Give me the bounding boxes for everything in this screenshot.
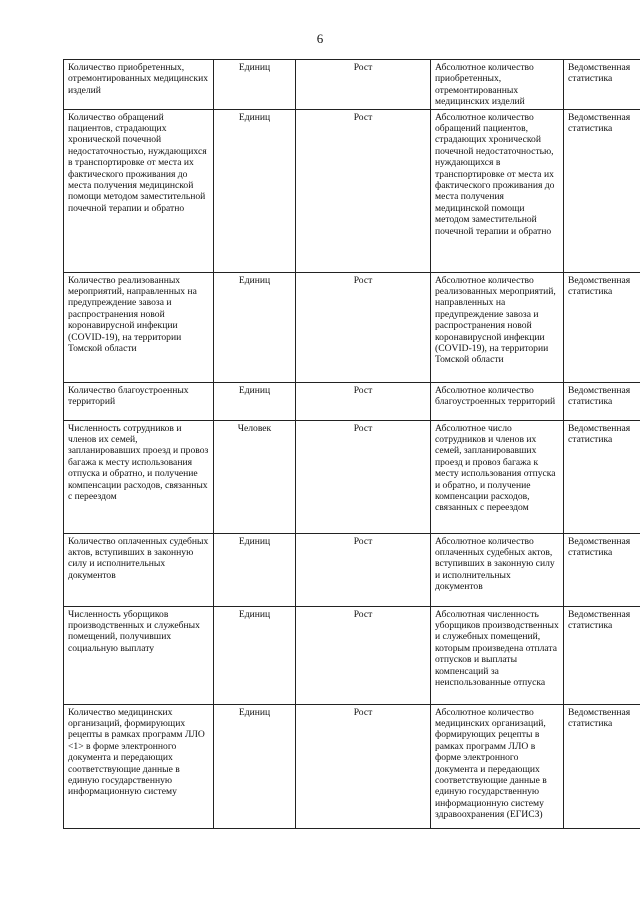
trend-cell bbox=[296, 533, 431, 606]
source: Ведомственная статистика bbox=[568, 274, 631, 298]
source-cell bbox=[564, 420, 640, 533]
unit: Единиц bbox=[238, 274, 271, 286]
unit-cell bbox=[214, 382, 296, 420]
indicator-name: Количество благоустроенных территорий bbox=[68, 384, 189, 408]
source: Ведомственная статистика bbox=[568, 111, 631, 135]
unit-cell bbox=[214, 272, 296, 382]
table-row bbox=[64, 382, 640, 420]
indicator-name: Количество обращений пациентов, страдающих хронической почечной недостаточностью, нуждающихся в транспортировке от места их фактического проживания до места получения медицинской помощи методом заместительной почечной терапии и обратно bbox=[68, 111, 207, 214]
trend-cell bbox=[296, 420, 431, 533]
definition: Абсолютное количество обращений пациентов, страдающих хронической почечной недостаточностью, нуждающихся в транспортировке от места их фактического проживания до места получения медицинской помощи методом заместительной почечной терапии и обратно bbox=[435, 111, 555, 237]
source: Ведомственная статистика bbox=[568, 608, 631, 632]
definition: Абсолютное количество реализованных мероприятий, направленных на предупреждение завоза и распространения новой коронавирусной инфекции (COVID-19), на территории Томской области bbox=[435, 274, 556, 366]
source-cell bbox=[564, 606, 640, 704]
definition: Абсолютная численность уборщиков производственных и служебных помещений, которым произведена отплата отпусков и выплаты компенсаций за неиспользованные отпуска bbox=[435, 608, 559, 689]
unit: Единиц bbox=[238, 384, 271, 396]
definition-cell bbox=[431, 272, 564, 382]
trend-cell bbox=[296, 704, 431, 828]
trend: Рост bbox=[353, 422, 373, 434]
indicator-name-cell bbox=[64, 704, 214, 828]
unit-cell bbox=[214, 704, 296, 828]
unit-cell bbox=[214, 60, 296, 110]
trend: Рост bbox=[353, 62, 373, 73]
indicator-name-cell bbox=[64, 60, 214, 110]
indicator-name-cell bbox=[64, 109, 214, 272]
unit-cell bbox=[214, 420, 296, 533]
trend: Рост bbox=[353, 535, 373, 547]
source-cell bbox=[564, 109, 640, 272]
indicator-name: Количество приобретенных, отремонтированных медицинских изделий bbox=[68, 62, 208, 96]
indicator-name-cell bbox=[64, 272, 214, 382]
definition-cell bbox=[431, 704, 564, 828]
definition-cell bbox=[431, 533, 564, 606]
trend-cell bbox=[296, 60, 431, 110]
source-cell bbox=[564, 60, 640, 110]
source-cell bbox=[564, 533, 640, 606]
definition: Абсолютное количество благоустроенных территорий bbox=[435, 384, 556, 408]
indicator-name: Численность сотрудников и членов их семей, запланировавших проезд и провоз багажа к месту использования отпуска и обратно, и получение компенсации расходов, связанных с переездом bbox=[68, 422, 209, 503]
trend: Рост bbox=[353, 384, 373, 396]
indicator-name-cell bbox=[64, 420, 214, 533]
source-cell bbox=[564, 272, 640, 382]
indicator-name: Количество оплаченных судебных актов, вступивших в законную силу и исполнительных документов bbox=[68, 535, 209, 581]
unit: Человек bbox=[237, 422, 272, 434]
definition-cell bbox=[431, 420, 564, 533]
unit-cell bbox=[214, 606, 296, 704]
indicator-name-cell bbox=[64, 533, 214, 606]
definition-cell bbox=[431, 382, 564, 420]
trend-cell bbox=[296, 606, 431, 704]
source: Ведомственная статистика bbox=[568, 535, 631, 559]
unit-cell bbox=[214, 109, 296, 272]
source: Ведомственная статистика bbox=[568, 62, 631, 85]
definition: Абсолютное количество медицинских организаций, формирующих рецепты в рамках программ ЛЛО в форме электронного документа и передающих соответствующие данные в единую государственную информационную систему здравоохранения (ЕГИСЗ) bbox=[435, 706, 547, 821]
source-cell bbox=[564, 704, 640, 828]
indicator-name: Количество реализованных мероприятий, направленных на предупреждение завоза и распространения новой коронавирусной инфекции (COVID-19), на территории Томской области bbox=[68, 274, 197, 355]
trend: Рост bbox=[353, 608, 373, 620]
trend-cell bbox=[296, 109, 431, 272]
table-row bbox=[64, 109, 640, 272]
indicator-name: Численность уборщиков производственных и служебных помещений, получивших социальную выплату bbox=[68, 608, 200, 654]
source: Ведомственная статистика bbox=[568, 384, 631, 408]
trend: Рост bbox=[353, 706, 373, 718]
unit: Единиц bbox=[238, 706, 271, 718]
trend-cell bbox=[296, 382, 431, 420]
table-row bbox=[64, 420, 640, 533]
table-row bbox=[64, 606, 640, 704]
definition-cell bbox=[431, 60, 564, 110]
definition-cell bbox=[431, 606, 564, 704]
table-row bbox=[64, 60, 640, 110]
definition: Абсолютное число сотрудников и членов их семей, запланировавших проезд и провоз багажа к месту использования отпуска и обратно, и получение компенсации расходов, связанных с переездом bbox=[435, 422, 556, 514]
trend-cell bbox=[296, 272, 431, 382]
definition: Абсолютное количество оплаченных судебных актов, вступивших в законную силу и исполнительных документов bbox=[435, 535, 555, 593]
source: Ведомственная статистика bbox=[568, 422, 631, 446]
unit-cell bbox=[214, 533, 296, 606]
table-row bbox=[64, 533, 640, 606]
trend: Рост bbox=[353, 274, 373, 286]
table-row bbox=[64, 272, 640, 382]
unit: Единиц bbox=[238, 608, 271, 620]
source: Ведомственная статистика bbox=[568, 706, 631, 730]
indicators-table bbox=[63, 59, 640, 829]
unit: Единиц bbox=[238, 535, 271, 547]
indicator-name-cell bbox=[64, 606, 214, 704]
table-row bbox=[64, 704, 640, 828]
unit: Единиц bbox=[238, 62, 271, 73]
unit: Единиц bbox=[238, 111, 271, 123]
page-number: 6 bbox=[316, 31, 324, 46]
source-cell bbox=[564, 382, 640, 420]
definition-cell bbox=[431, 109, 564, 272]
indicator-name-cell bbox=[64, 382, 214, 420]
trend: Рост bbox=[353, 111, 373, 123]
definition: Абсолютное количество приобретенных, отремонтированных медицинских изделий bbox=[435, 62, 534, 108]
indicator-name: Количество медицинских организаций, формирующих рецепты в рамках программ ЛЛО <1> в форме электронного документа и передающих соответствующие данные в единую государственную информационную систему bbox=[68, 706, 205, 798]
